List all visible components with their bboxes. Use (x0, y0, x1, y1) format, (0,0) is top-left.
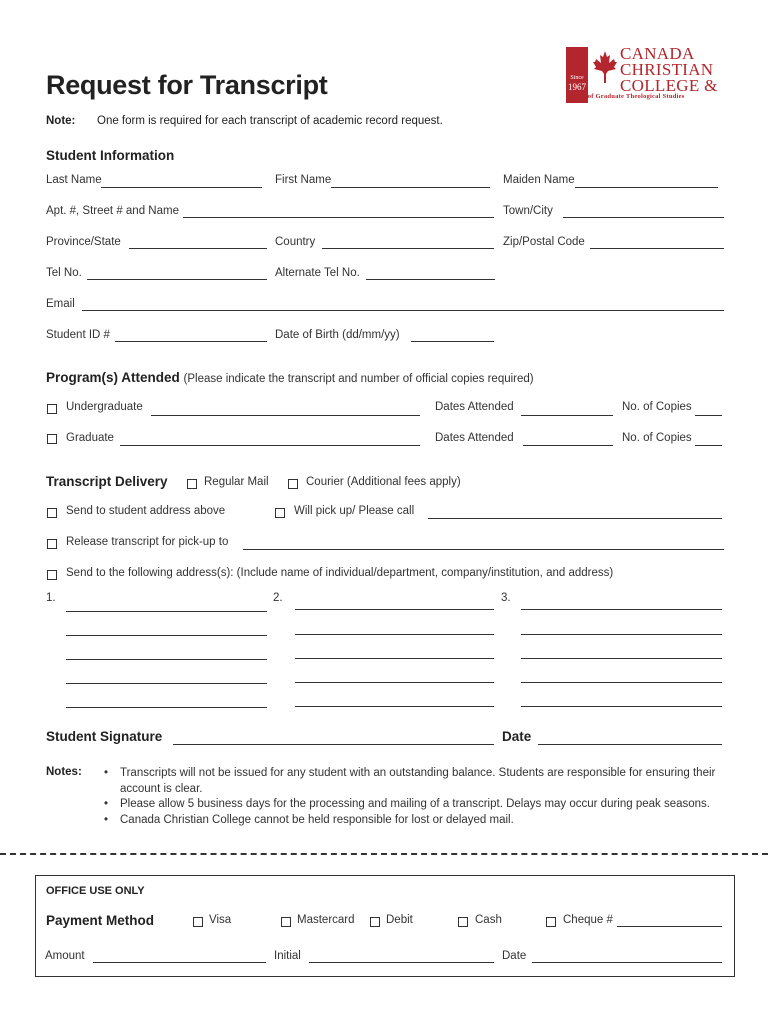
town-field[interactable] (563, 217, 724, 218)
logo-tagline: School of Graduate Theological Studies (566, 93, 685, 100)
last-name-label: Last Name (46, 174, 102, 186)
signature-date-label: Date (502, 729, 532, 744)
alt-tel-field[interactable] (366, 279, 495, 280)
undergraduate-label: Undergraduate (66, 401, 143, 413)
visa-checkbox[interactable] (193, 917, 203, 927)
student-id-label: Student ID # (46, 329, 110, 341)
notes-item: • Transcripts will not be issued for any student with an outstanding balance. Students are responsible for ensuring their account is clear. (104, 766, 734, 797)
logo-text-christian: CHRISTIAN (620, 60, 714, 79)
courier-checkbox[interactable] (288, 479, 298, 489)
signature-field[interactable] (173, 744, 494, 745)
logo-year: 1967 (568, 82, 586, 92)
tel-field[interactable] (87, 279, 267, 280)
first-name-field[interactable] (331, 187, 490, 188)
address-3-line[interactable] (521, 609, 722, 610)
programs-subheading: (Please indicate the transcript and number of official copies required) (183, 373, 534, 385)
cash-label: Cash (475, 914, 502, 926)
address-1-line[interactable] (66, 635, 267, 636)
student-info-heading: Student Information (46, 148, 175, 163)
address-1-line[interactable] (66, 707, 267, 708)
grad-copies-field[interactable] (695, 445, 722, 446)
undergrad-copies-label: No. of Copies (622, 401, 692, 413)
grad-copies-label: No. of Copies (622, 432, 692, 444)
office-date-field[interactable] (532, 962, 722, 963)
address-3-line[interactable] (521, 682, 722, 683)
province-label: Province/State (46, 236, 121, 248)
initial-label: Initial (274, 950, 301, 962)
dob-label: Date of Birth (dd/mm/yy) (275, 329, 400, 341)
regular-mail-label: Regular Mail (204, 476, 269, 488)
send-following-label: Send to the following address(s): (Include name of individual/department, company/institution, and address) (66, 567, 614, 579)
cheque-label: Cheque # (563, 914, 613, 926)
address-3-line[interactable] (521, 706, 722, 707)
graduate-label: Graduate (66, 432, 114, 444)
graduate-checkbox[interactable] (47, 434, 57, 444)
payment-method-label: Payment Method (46, 913, 155, 928)
undergrad-dates-label: Dates Attended (435, 401, 514, 413)
country-label: Country (275, 236, 316, 248)
signature-label: Student Signature (46, 729, 163, 744)
mastercard-checkbox[interactable] (281, 917, 291, 927)
debit-label: Debit (386, 914, 413, 926)
delivery-heading: Transcript Delivery (46, 474, 168, 489)
mastercard-label: Mastercard (297, 914, 355, 926)
cheque-number-field[interactable] (617, 926, 722, 927)
graduate-program-field[interactable] (120, 445, 420, 446)
email-label: Email (46, 298, 75, 310)
first-name-label: First Name (275, 174, 332, 186)
province-field[interactable] (129, 248, 267, 249)
notes-item: • Please allow 5 business days for the processing and mailing of a transcript. Delays may occur during peak seasons. (104, 797, 734, 813)
pickup-label: Will pick up/ Please call (294, 505, 415, 517)
visa-label: Visa (209, 914, 232, 926)
zip-label: Zip/Postal Code (503, 236, 585, 248)
release-label: Release transcript for pick-up to (66, 536, 229, 548)
release-checkbox[interactable] (47, 539, 57, 549)
email-field[interactable] (82, 310, 724, 311)
regular-mail-checkbox[interactable] (187, 479, 197, 489)
maple-leaf-icon (592, 50, 618, 84)
grad-dates-label: Dates Attended (435, 432, 514, 444)
send-student-label: Send to student address above (66, 505, 226, 517)
notes-label: Notes: (46, 766, 82, 778)
address-3-line[interactable] (521, 658, 722, 659)
release-field[interactable] (243, 549, 724, 550)
address-1-line[interactable] (66, 659, 267, 660)
address-2-line[interactable] (295, 609, 494, 610)
cut-line-divider (0, 853, 768, 855)
street-label: Apt. #, Street # and Name (46, 205, 179, 217)
address-2-line[interactable] (295, 658, 494, 659)
send-following-checkbox[interactable] (47, 570, 57, 580)
zip-field[interactable] (590, 248, 724, 249)
address-1-number: 1. (46, 592, 56, 604)
amount-field[interactable] (93, 962, 266, 963)
address-2-line[interactable] (295, 634, 494, 635)
address-2-line[interactable] (295, 682, 494, 683)
undergraduate-program-field[interactable] (151, 415, 420, 416)
tel-label: Tel No. (46, 267, 82, 279)
student-id-field[interactable] (115, 341, 267, 342)
logo-since: Since (570, 75, 584, 81)
note-text: One form is required for each transcript of academic record request. (97, 115, 443, 127)
dob-field[interactable] (411, 341, 494, 342)
send-student-checkbox[interactable] (47, 508, 57, 518)
cash-checkbox[interactable] (458, 917, 468, 927)
address-2-line[interactable] (295, 706, 494, 707)
street-field[interactable] (183, 217, 494, 218)
note-label: Note: (46, 115, 76, 127)
office-heading: OFFICE USE ONLY (46, 885, 145, 897)
logo-text-canada: CANADA (620, 44, 695, 63)
cheque-checkbox[interactable] (546, 917, 556, 927)
grad-dates-field[interactable] (523, 445, 613, 446)
logo-text-college: COLLEGE & (620, 76, 718, 95)
amount-label: Amount (45, 950, 85, 962)
notes-list (104, 766, 734, 828)
pickup-field[interactable] (428, 518, 722, 519)
notes-item: • Canada Christian College cannot be held responsible for lost or delayed mail. (104, 813, 734, 829)
maiden-name-label: Maiden Name (503, 174, 575, 186)
address-1-line[interactable] (66, 611, 267, 612)
initial-field[interactable] (309, 962, 494, 963)
alt-tel-label: Alternate Tel No. (275, 267, 360, 279)
maiden-name-field[interactable] (575, 187, 718, 188)
address-3-line[interactable] (521, 634, 722, 635)
address-3-number: 3. (501, 592, 511, 604)
debit-checkbox[interactable] (370, 917, 380, 927)
undergrad-copies-field[interactable] (695, 415, 722, 416)
office-date-label: Date (502, 950, 527, 962)
undergrad-dates-field[interactable] (521, 415, 613, 416)
town-label: Town/City (503, 205, 553, 217)
courier-label: Courier (Additional fees apply) (306, 476, 461, 488)
programs-heading (46, 370, 534, 385)
programs-heading-text: Program(s) Attended (46, 370, 180, 385)
last-name-field[interactable] (101, 187, 262, 188)
pickup-checkbox[interactable] (275, 508, 285, 518)
address-1-line[interactable] (66, 683, 267, 684)
page-title: Request for Transcript (46, 70, 328, 100)
country-field[interactable] (322, 248, 494, 249)
signature-date-field[interactable] (538, 744, 722, 745)
undergraduate-checkbox[interactable] (47, 404, 57, 414)
address-2-number: 2. (273, 592, 283, 604)
